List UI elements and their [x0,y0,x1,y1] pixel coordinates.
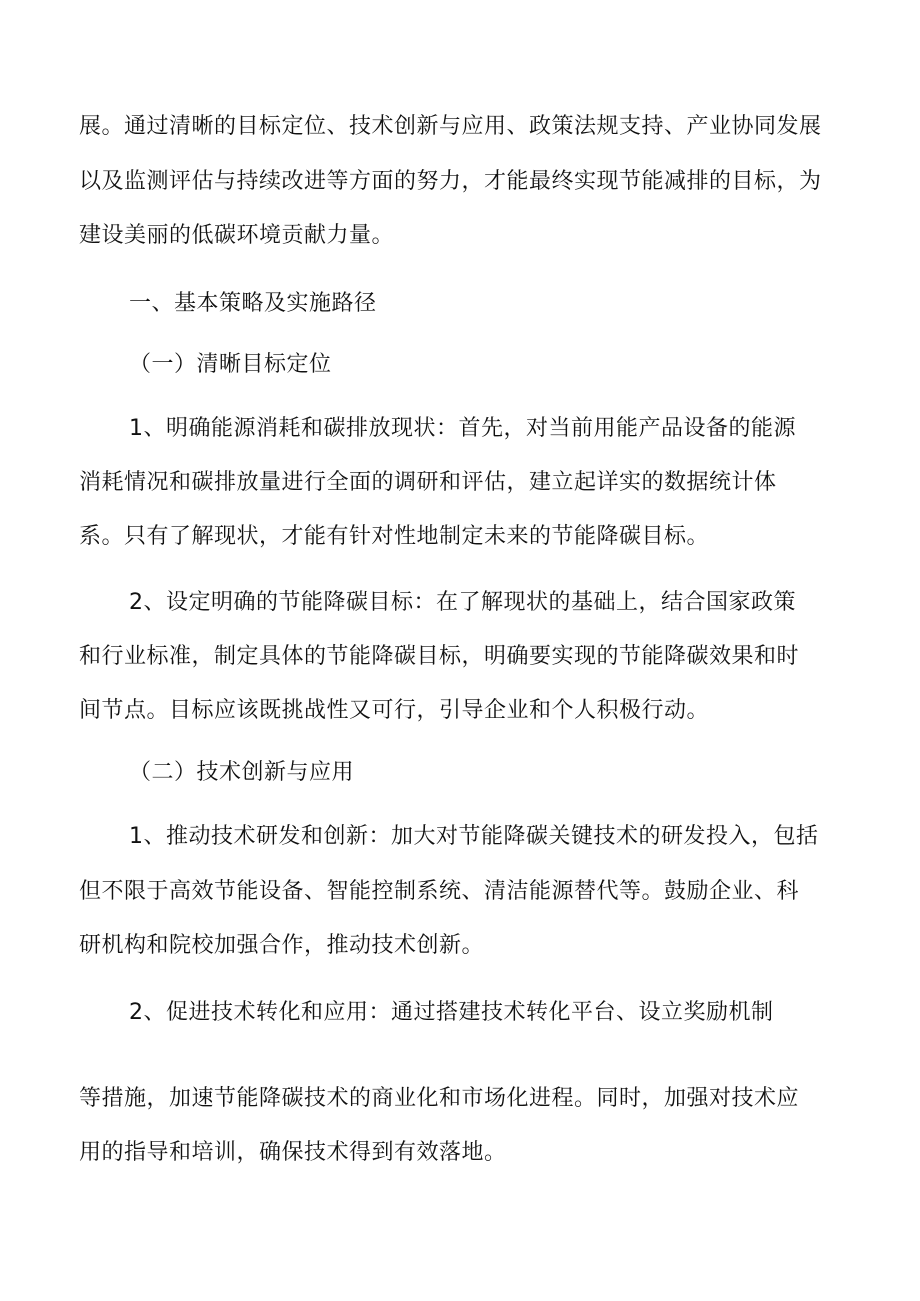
s2-item-1-line-1: 1、推动技术研发和创新：加大对节能降碳关键技术的研发投入，包括 [129,824,819,849]
s1-item-1-line-3: 系。只有了解现状，才能有针对性地制定未来的节能降碳目标。 [79,524,710,549]
s1-item-2-line-1: 2、设定明确的节能降碳目标：在了解现状的基础上，结合国家政策 [129,590,796,615]
section-heading: 一、基本策略及实施路径 [129,291,377,316]
s2-item-1-line-2: 但不限于高效节能设备、智能控制系统、清洁能源替代等。鼓励企业、科 [79,879,800,904]
intro-line-3: 建设美丽的低碳环境贡献力量。 [79,223,395,248]
s2-item-2-line-2: 等措施，加速节能降碳技术的商业化和市场化进程。同时，加强对技术应 [79,1086,800,1111]
subsection-1-heading: （一）清晰目标定位 [129,352,332,377]
intro-line-2: 以及监测评估与持续改进等方面的努力，才能最终实现节能减排的目标，为 [79,169,822,194]
s2-item-2-line-1: 2、促进技术转化和应用：通过搭建技术转化平台、设立奖励机制 [129,1000,774,1025]
s1-item-1-line-1: 1、明确能源消耗和碳排放现状：首先，对当前用能产品设备的能源 [129,416,796,441]
subsection-2-heading: （二）技术创新与应用 [129,760,355,785]
intro-line-1: 展。通过清晰的目标定位、技术创新与应用、政策法规支持、产业协同发展 [79,114,822,139]
s2-item-2-line-3: 用的指导和培训，确保技术得到有效落地。 [79,1140,507,1165]
s1-item-2-line-3: 间节点。目标应该既挑战性又可行，引导企业和个人积极行动。 [79,698,710,723]
s1-item-2-line-2: 和行业标准，制定具体的节能降碳目标，明确要实现的节能降碳效果和时 [79,644,800,669]
s1-item-1-line-2: 消耗情况和碳排放量进行全面的调研和评估，建立起详实的数据统计体 [79,470,777,495]
s2-item-1-line-3: 研机构和院校加强合作，推动技术创新。 [79,933,485,958]
